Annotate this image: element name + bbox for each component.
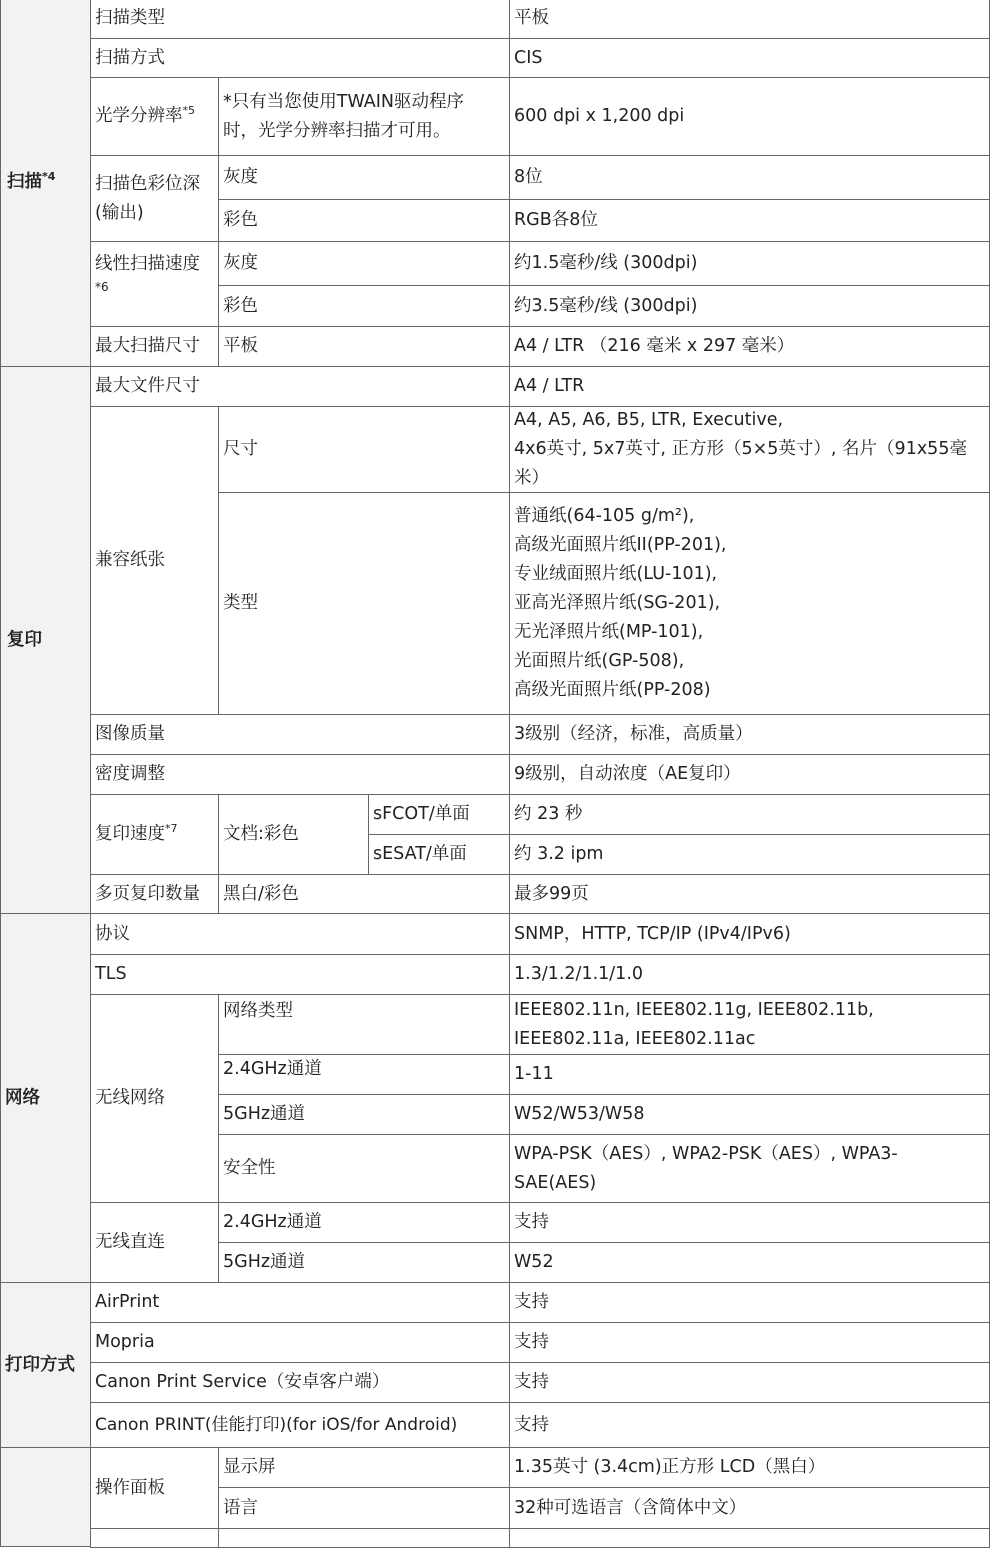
multi-copy-sub: 黑白/彩色 — [218, 874, 510, 914]
canon-print-service-label: Canon Print Service（安卓客户端） — [90, 1362, 510, 1403]
max-doc-size-value: A4 / LTR — [509, 366, 990, 407]
direct-24ghz-value: 支持 — [509, 1202, 990, 1243]
depth-color-value: RGB各8位 — [509, 199, 990, 242]
group-print-method: 打印方式 — [0, 1282, 91, 1448]
paper-type-label: 类型 — [218, 492, 510, 715]
mopria-label: Mopria — [90, 1322, 510, 1363]
tls-label: TLS — [90, 954, 510, 995]
speed-gray-label: 灰度 — [218, 241, 510, 286]
max-scan-size-value: A4 / LTR （216 毫米 x 297 毫米） — [509, 326, 990, 367]
wireless-5ghz-value: W52/W53/W58 — [509, 1094, 990, 1135]
panel-next-row-sub — [218, 1528, 510, 1548]
wireless-direct-label: 无线直连 — [90, 1202, 219, 1283]
airprint-value: 支持 — [509, 1282, 990, 1323]
sfcot-value: 约 23 秒 — [509, 794, 990, 835]
depth-gray-label: 灰度 — [218, 155, 510, 200]
line-scan-speed-label: 线性扫描速度 *6 — [90, 241, 219, 327]
network-type-value: IEEE802.11n, IEEE802.11g, IEEE802.11b, IEEE802.11a, IEEE802.11ac — [509, 994, 990, 1055]
scan-type-label: 扫描类型 — [90, 0, 510, 39]
multi-copy-label: 多页复印数量 — [90, 874, 219, 914]
direct-24ghz-label: 2.4GHz通道 — [218, 1202, 510, 1243]
density-value: 9级别，自动浓度（AE复印） — [509, 754, 990, 795]
display-value: 1.35英寸 (3.4cm)正方形 LCD（黑白） — [509, 1447, 990, 1488]
wireless-label: 无线网络 — [90, 994, 219, 1203]
scan-method-value: CIS — [509, 38, 990, 78]
panel-label: 操作面板 — [90, 1447, 219, 1529]
density-label: 密度调整 — [90, 754, 510, 795]
max-doc-size-label: 最大文件尺寸 — [90, 366, 510, 407]
sfcot-label: sFCOT/单面 — [368, 794, 510, 835]
canon-print-app-label: Canon PRINT(佳能打印)(for iOS/for Android) — [90, 1402, 510, 1448]
protocol-value: SNMP，HTTP, TCP/IP (IPv4/IPv6) — [509, 913, 990, 955]
panel-next-row-value — [509, 1528, 990, 1548]
compatible-paper-label: 兼容纸张 — [90, 406, 219, 715]
paper-size-label: 尺寸 — [218, 406, 510, 493]
speed-color-label: 彩色 — [218, 285, 510, 327]
group-scan-title: 扫描$^{*4}$ — [7, 170, 56, 192]
panel-next-row — [90, 1528, 219, 1548]
tls-value: 1.3/1.2/1.1/1.0 — [509, 954, 990, 995]
paper-type-value: 普通纸(64-105 g/m²), 高级光面照片纸II(PP-201), 专业绒面照片纸(LU-101), 亚高光泽照片纸(SG-201), 无光泽照片纸(MP-101), 光面照片纸(GP-508), 高级光面照片纸(PP-208) — [509, 492, 990, 715]
sesat-value: 约 3.2 ipm — [509, 834, 990, 875]
copy-speed-label: 复印速度$^{*7}$ — [90, 794, 219, 875]
group-copy: 复印 — [0, 366, 91, 914]
max-scan-size-sub: 平板 — [218, 326, 510, 367]
optical-resolution-note: *只有当您使用TWAIN驱动程序 时，光学分辨率扫描才可用。 — [218, 77, 510, 156]
optical-resolution-label: 光学分辨率$^{*5}$ — [90, 77, 219, 156]
wireless-24ghz-value: 1-11 — [509, 1054, 990, 1095]
group-network: 网络 — [0, 913, 91, 1283]
depth-gray-value: 8位 — [509, 155, 990, 200]
scan-type-value: 平板 — [509, 0, 990, 39]
display-label: 显示屏 — [218, 1447, 510, 1488]
airprint-label: AirPrint — [90, 1282, 510, 1323]
canon-print-service-value: 支持 — [509, 1362, 990, 1403]
speed-color-value: 约3.5毫秒/线 (300dpi) — [509, 285, 990, 327]
optical-resolution-value: 600 dpi x 1,200 dpi — [509, 77, 990, 156]
protocol-label: 协议 — [90, 913, 510, 955]
scan-method-label: 扫描方式 — [90, 38, 510, 78]
group-panel — [0, 1447, 91, 1547]
language-value: 32种可选语言（含简体中文） — [509, 1487, 990, 1529]
color-depth-label: 扫描色彩位深 (输出) — [90, 155, 219, 242]
multi-copy-value: 最多99页 — [509, 874, 990, 914]
language-label: 语言 — [218, 1487, 510, 1529]
image-quality-label: 图像质量 — [90, 714, 510, 755]
depth-color-label: 彩色 — [218, 199, 510, 242]
paper-size-value: A4, A5, A6, B5, LTR, Executive, 4x6英寸, 5x7英寸, 正方形（5×5英寸）, 名片（91x55毫 米） — [509, 406, 990, 493]
wireless-24ghz-label: 2.4GHz通道 — [218, 1054, 510, 1095]
network-type-label: 网络类型 — [218, 994, 510, 1055]
sesat-label: sESAT/单面 — [368, 834, 510, 875]
security-value: WPA-PSK（AES）, WPA2-PSK（AES）, WPA3- SAE(AES) — [509, 1134, 990, 1203]
mopria-value: 支持 — [509, 1322, 990, 1363]
speed-gray-value: 约1.5毫秒/线 (300dpi) — [509, 241, 990, 286]
security-label: 安全性 — [218, 1134, 510, 1203]
canon-print-app-value: 支持 — [509, 1402, 990, 1448]
copy-speed-doc: 文档:彩色 — [218, 794, 369, 875]
max-scan-size-label: 最大扫描尺寸 — [90, 326, 219, 367]
image-quality-value: 3级别（经济，标准，高质量） — [509, 714, 990, 755]
wireless-5ghz-label: 5GHz通道 — [218, 1094, 510, 1135]
group-scan — [0, 0, 91, 367]
direct-5ghz-label: 5GHz通道 — [218, 1242, 510, 1283]
direct-5ghz-value: W52 — [509, 1242, 990, 1283]
